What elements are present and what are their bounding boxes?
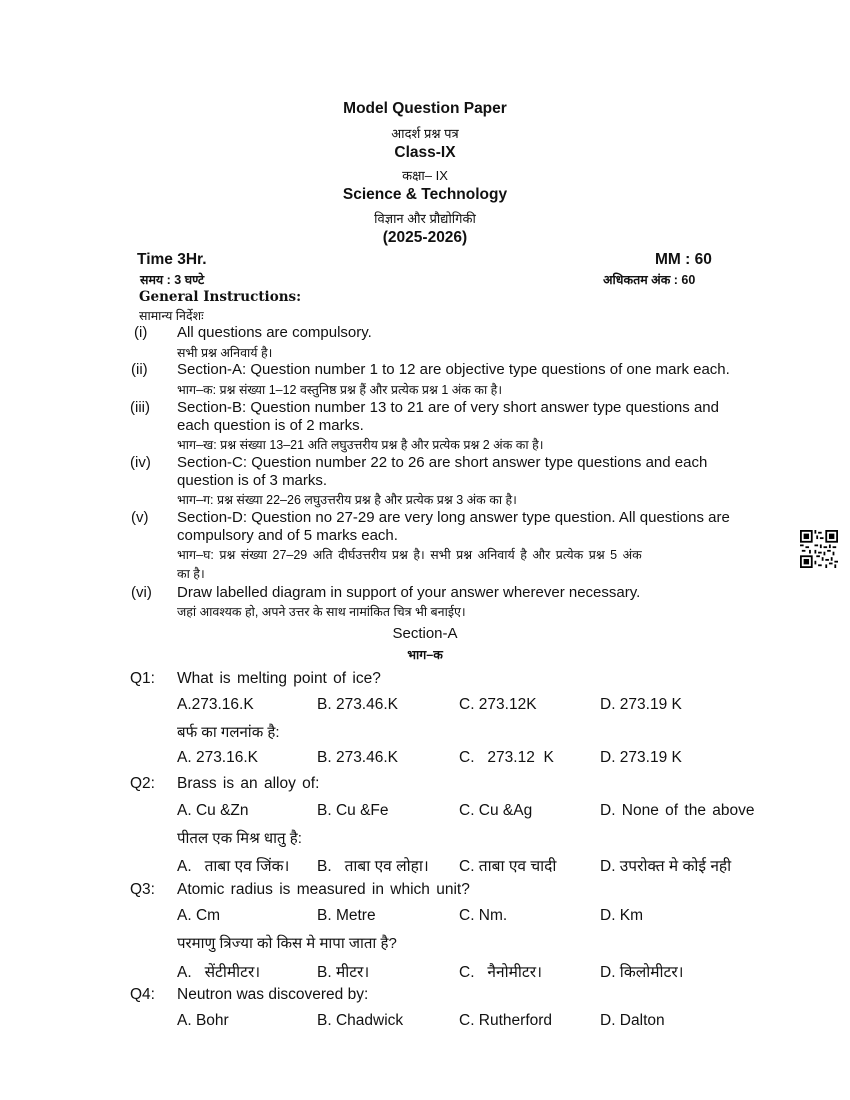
- instruction-text: All questions are compulsory.: [177, 324, 372, 341]
- question-text: Atomic radius is measured in which unit?: [177, 881, 470, 898]
- option-b-hindi: B. 273.46.K: [317, 749, 399, 766]
- time-label: Time 3Hr.: [137, 251, 207, 268]
- instruction-text: Section-D: Question no 27-29 are very long answer type question. All questions are: [177, 509, 730, 526]
- instruction-number: (iii): [130, 399, 150, 416]
- session-year: (2025-2026): [382, 229, 468, 246]
- option-c-hindi: C. ताबा एव चादी: [459, 858, 557, 875]
- option-c-hindi: C. नैनोमीटर।: [459, 964, 542, 981]
- instruction-text-continued: question is of 3 marks.: [177, 472, 328, 489]
- option-a-hindi: A. सेंटीमीटर।: [177, 964, 261, 981]
- section-title-hindi: भाग–क: [407, 648, 443, 662]
- option-c: C. Rutherford: [459, 1012, 553, 1029]
- question-text: Neutron was discovered by:: [177, 986, 369, 1003]
- option-a-hindi: A. 273.16.K: [177, 749, 259, 766]
- option-b: B. Metre: [317, 907, 376, 924]
- option-a: A. Cu &Zn: [177, 802, 249, 819]
- option-c: C. Nm.: [459, 907, 508, 924]
- question-text-hindi: बर्फ का गलनांक है:: [177, 724, 280, 741]
- instruction-number: (vi): [131, 584, 152, 601]
- question-number: Q1:: [130, 670, 155, 687]
- question-text-hindi: परमाणु त्रिज्या को किस मे मापा जाता है?: [177, 935, 397, 952]
- instruction-text: Draw labelled diagram in support of your answer wherever necessary.: [177, 584, 641, 601]
- option-b: B. Cu &Fe: [317, 802, 389, 819]
- question-number: Q3:: [130, 881, 155, 898]
- option-a: A.273.16.K: [177, 696, 254, 713]
- class-label: Class-IX: [394, 144, 456, 161]
- paper-title: Model Question Paper: [343, 100, 507, 117]
- paper-title-hindi: आदर्श प्रश्न पत्र: [391, 126, 459, 141]
- instruction-text-hindi: सभी प्रश्न अनिवार्य है।: [177, 346, 273, 360]
- time-label-hindi: समय : 3 घण्टे: [140, 273, 205, 287]
- question-text: Brass is an alloy of:: [177, 775, 320, 792]
- option-d: D. Dalton: [600, 1012, 665, 1029]
- instruction-text-continued: each question is of 2 marks.: [177, 417, 364, 434]
- instruction-text-hindi: जहां आवश्यक हो, अपने उत्तर के साथ नामांकित चित्र भी बनाईए।: [177, 605, 466, 619]
- subject-title-hindi: विज्ञान और प्रौद्योगिकी: [374, 211, 476, 226]
- instruction-text: Section-C: Question number 22 to 26 are short answer type questions and each: [177, 454, 708, 471]
- option-c: C. Cu &Ag: [459, 802, 533, 819]
- option-d-hindi: D. 273.19 K: [600, 749, 682, 766]
- question-number: Q4:: [130, 986, 155, 1003]
- option-a: A. Cm: [177, 907, 221, 924]
- instruction-number: (i): [134, 324, 148, 341]
- section-title: Section-A: [392, 625, 458, 642]
- option-d: D. Km: [600, 907, 644, 924]
- instruction-number: (v): [131, 509, 149, 526]
- instruction-text-hindi: भाग–क: प्रश्न संख्या 1–12 वस्तुनिष्ठ प्रश्न हैं और प्रत्येक प्रश्न 1 अंक का है।: [177, 383, 503, 397]
- instruction-text: Section-A: Question number 1 to 12 are objective type questions of one mark each.: [177, 361, 730, 378]
- instruction-number: (iv): [130, 454, 151, 471]
- class-label-hindi: कक्षा– IX: [402, 168, 448, 183]
- option-a: A. Bohr: [177, 1012, 229, 1029]
- option-c-hindi: C. 273.12 K: [459, 749, 554, 766]
- option-c: C. 273.12K: [459, 696, 537, 713]
- question-text: What is melting point of ice?: [177, 670, 381, 687]
- option-b: B. 273.46.K: [317, 696, 399, 713]
- option-d-hindi: D. उपरोक्त मे कोई नही: [600, 858, 732, 875]
- option-d: D. 273.19 K: [600, 696, 682, 713]
- instruction-text-hindi: भाग–ख: प्रश्न संख्या 13–21 अति लघुउत्तरीय प्रश्न है और प्रत्येक प्रश्न 2 अंक का है।: [177, 438, 544, 452]
- question-text-hindi: पीतल एक मिश्र धातु है:: [177, 830, 302, 847]
- option-d: D. None of the above: [600, 802, 755, 819]
- instruction-number: (ii): [131, 361, 148, 378]
- subject-title: Science & Technology: [342, 186, 508, 203]
- max-marks-hindi: अधिकतम अंक : 60: [603, 273, 696, 287]
- option-b: B. Chadwick: [317, 1012, 404, 1029]
- max-marks: MM : 60: [655, 251, 712, 268]
- option-a-hindi: A. ताबा एव जिंक।: [177, 858, 290, 875]
- instruction-text-hindi-continued: का है।: [177, 567, 205, 581]
- option-b-hindi: B. ताबा एव लोहा।: [317, 858, 429, 875]
- option-d-hindi: D. किलोमीटर।: [600, 964, 684, 981]
- option-b-hindi: B. मीटर।: [317, 964, 370, 981]
- instruction-text-continued: compulsory and of 5 marks each.: [177, 527, 398, 544]
- instruction-text-hindi: भाग–ग: प्रश्न संख्या 22–26 लघुउत्तरीय प्रश्न है और प्रत्येक प्रश्न 3 अंक का है।: [177, 493, 517, 507]
- question-number: Q2:: [130, 775, 155, 792]
- instructions-title-hindi: सामान्य निर्देशः: [139, 309, 204, 323]
- qr-code-icon: [800, 530, 838, 568]
- instructions-title: General Instructions:: [139, 289, 302, 305]
- instruction-text-hindi: भाग–घ: प्रश्न संख्या 27–29 अति दीर्घउत्तरीय प्रश्न है। सभी प्रश्न अनिवार्य है और प्रत्येक प्रश्न 5 अंक: [177, 548, 642, 562]
- instruction-text: Section-B: Question number 13 to 21 are of very short answer type questions and: [177, 399, 719, 416]
